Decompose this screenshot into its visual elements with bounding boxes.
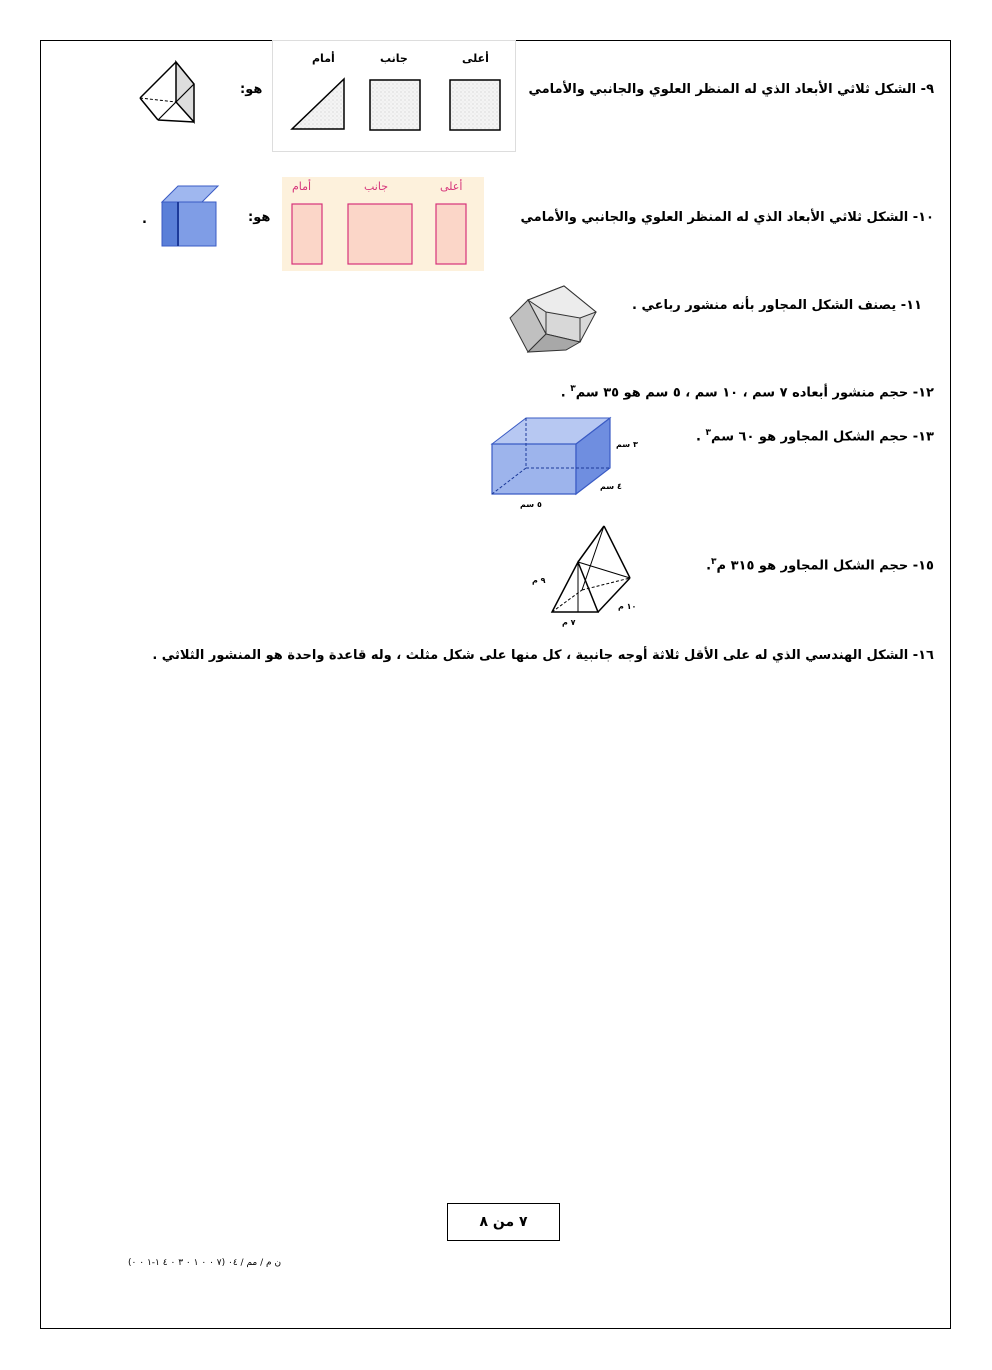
question-15-sup: ٣ (711, 557, 717, 567)
question-15-text: ١٥- حجم الشكل المجاور هو ٣١٥ م (716, 558, 934, 574)
question-13-text: ١٣- حجم الشكل المجاور هو ٦٠ سم (711, 429, 934, 445)
q13-depth-label: ٤ سم (600, 482, 622, 491)
q10-top-view-label: أعلى (440, 180, 463, 193)
question-9-text: ٩- الشكل ثلاثي الأبعاد الذي له المنظر العلوي والجانبي والأمامي (528, 82, 934, 97)
q15-length-label: ١٠ م (618, 602, 637, 611)
question-16-text: ١٦- الشكل الهندسي الذي له على الأقل ثلاثة أوجه جانبية ، كل منها على شكل مثلث ، وله قاعدة واحدة هو المنشور الثلاثي . (152, 648, 934, 663)
q13-length-label: ٥ سم (520, 500, 542, 509)
question-11-text: ١١- يصنف الشكل المجاور بأنه منشور رباعي . (632, 298, 922, 313)
q13-rectangular-prism-figure (490, 416, 612, 496)
q13-height-label: ٣ سم (616, 440, 638, 449)
q9-front-view-triangle (292, 79, 344, 129)
question-9 (528, 82, 934, 97)
question-12-sup: ٣ (570, 384, 576, 394)
q10-side-view-label: جانب (364, 180, 389, 193)
q9-top-view-square (450, 80, 500, 130)
question-15: ١٥- حجم الشكل المجاور هو ٣١٥ م$^٣$. (706, 557, 934, 574)
q9-views-drawing (280, 75, 510, 135)
question-9-is-label: هو: (240, 82, 263, 97)
q15-triangular-prism-figure (542, 522, 637, 614)
q10-rectangular-prism-figure (160, 184, 220, 250)
q10-views-drawing (282, 177, 484, 271)
question-10-end-mark: . (142, 212, 147, 227)
q9-triangular-prism-figure (136, 58, 198, 126)
question-11 (632, 298, 922, 313)
q10-front-view-rect (292, 204, 322, 264)
document-code: ن م / مم / ٠٤ (٧ ٠ ٠ ١ ٠ ٣ ٠ ٤ ١-١ ٠ ٠) (128, 1258, 282, 1268)
q15-height-label: ٩ م (532, 576, 546, 585)
q10-side-view-rect (348, 204, 412, 264)
q9-side-view-square (370, 80, 420, 130)
question-12-text: ١٢- حجم منشور أبعاده ٧ سم ، ١٠ سم ، ٥ سم هو ٣٥ سم (575, 385, 934, 401)
question-10 (521, 210, 934, 225)
q9-top-view-label: أعلى (462, 52, 489, 65)
q15-base-label: ٧ م (562, 618, 576, 627)
q10-front-view-label: أمام (292, 180, 312, 193)
question-10-is-label: هو: (248, 210, 271, 225)
q11-pentagonal-prism-figure (506, 282, 600, 354)
q10-top-view-rect (436, 204, 466, 264)
question-12: ١٢- حجم منشور أبعاده ٧ سم ، ١٠ سم ، ٥ سم هو ٣٥ سم$^٣$ . (560, 384, 934, 401)
question-10-text: ١٠- الشكل ثلاثي الأبعاد الذي له المنظر العلوي والجانبي والأمامي (520, 210, 934, 225)
question-13: ١٣- حجم الشكل المجاور هو ٦٠ سم$^٣$ . (696, 428, 934, 445)
question-13-sup: ٣ (705, 428, 712, 438)
question-16 (152, 648, 934, 663)
page-number: ٧ من ٨ (447, 1203, 560, 1241)
q9-side-view-label: جانب (380, 52, 408, 65)
q9-front-view-label: أمام (312, 52, 335, 65)
